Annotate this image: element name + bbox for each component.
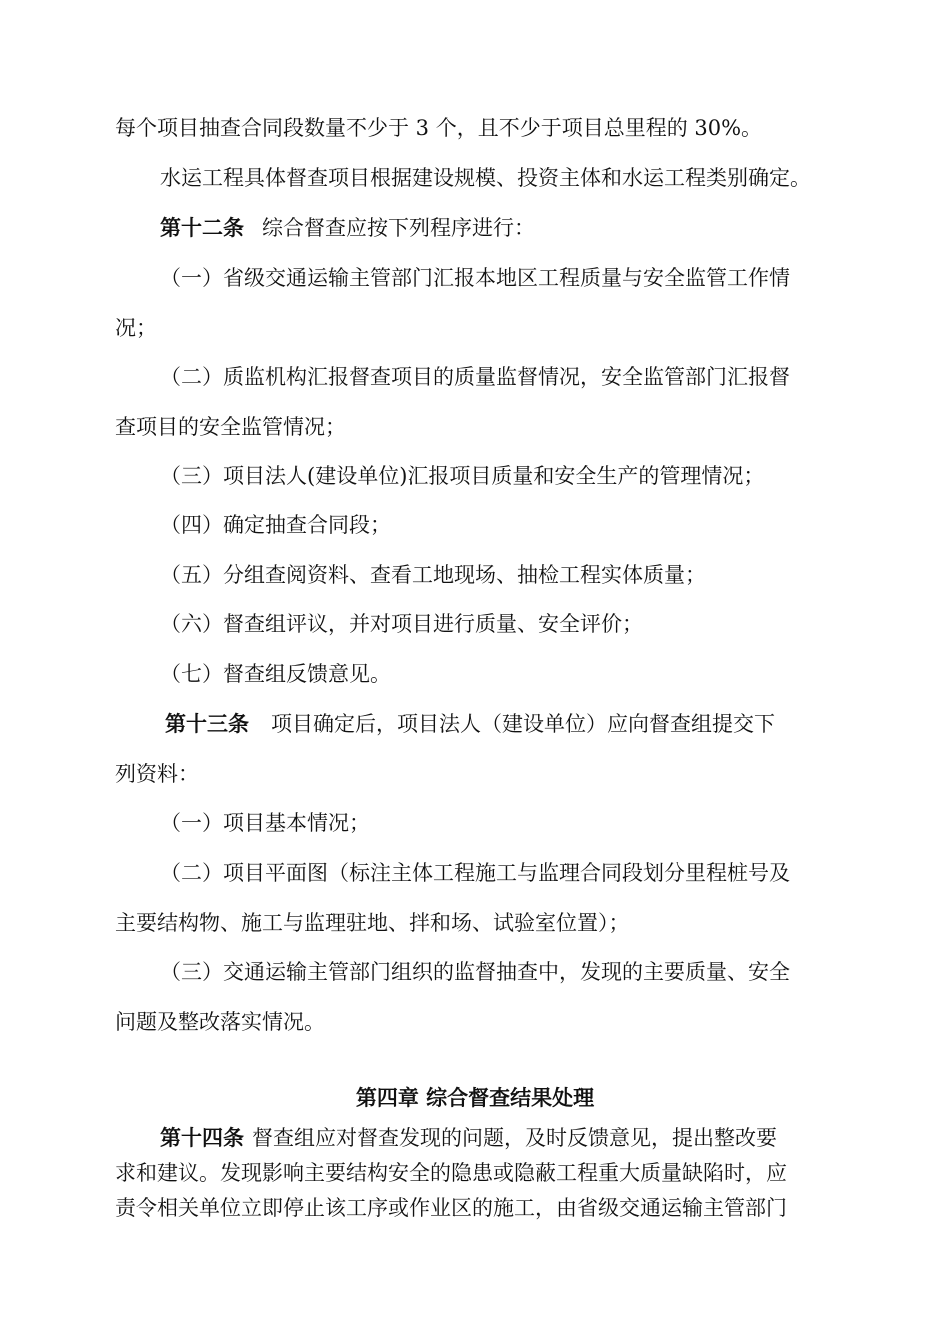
list-item: （七）督查组反馈意见。 <box>160 662 391 686</box>
article-heading: 第十二条 <box>160 215 244 240</box>
list-item: （一）项目基本情况； <box>160 811 370 835</box>
list-item-continuation: 主要结构物、施工与监理驻地、拌和场、试验室位置）； <box>115 911 630 935</box>
article-heading: 第十三条 <box>165 711 249 736</box>
article-heading: 第十四条 <box>160 1125 244 1150</box>
article-text: 督查组应对督查发现的问题，及时反馈意见，提出整改要 <box>252 1126 777 1150</box>
list-item: （六）督查组评议，并对项目进行质量、安全评价； <box>160 612 643 636</box>
list-item: （一）省级交通运输主管部门汇报本地区工程质量与安全监管工作情 <box>160 266 790 290</box>
list-item: （三）项目法人(建设单位)汇报项目质量和安全生产的管理情况； <box>160 464 765 488</box>
paragraph-line: 责令相关单位立即停止该工序或作业区的施工，由省级交通运输主管部门 <box>115 1196 787 1220</box>
list-item: （三）交通运输主管部门组织的监督抽查中，发现的主要质量、安全 <box>160 960 790 984</box>
chapter-heading: 第四章 综合督查结果处理 <box>355 1085 595 1110</box>
paragraph-line: 求和建议。发现影响主要结构安全的隐患或隐蔽工程重大质量缺陷时，应 <box>115 1161 787 1185</box>
list-item-continuation: 问题及整改落实情况。 <box>115 1010 325 1034</box>
article-text: 项目确定后，项目法人（建设单位）应向督查组提交下 <box>271 712 775 736</box>
list-item: （二）质监机构汇报督查项目的质量监督情况，安全监管部门汇报督 <box>160 365 790 389</box>
article-13 <box>165 709 775 739</box>
article-continuation: 列资料： <box>115 762 199 786</box>
article-text: 综合督查应按下列程序进行： <box>262 216 535 240</box>
list-item-continuation: 况； <box>115 316 157 340</box>
paragraph-line: 水运工程具体督查项目根据建设规模、投资主体和水运工程类别确定。 <box>160 166 811 190</box>
list-item: （五）分组查阅资料、查看工地现场、抽检工程实体质量； <box>160 563 706 587</box>
list-item-continuation: 查项目的安全监管情况； <box>115 415 346 439</box>
list-item: （四）确定抽查合同段； <box>160 513 391 537</box>
paragraph-line: 每个项目抽查合同段数量不少于 3 个，且不少于项目总里程的 30%。 <box>115 116 763 140</box>
article-12 <box>160 213 535 243</box>
article-14 <box>160 1123 777 1153</box>
list-item: （二）项目平面图（标注主体工程施工与监理合同段划分里程桩号及 <box>160 861 790 885</box>
